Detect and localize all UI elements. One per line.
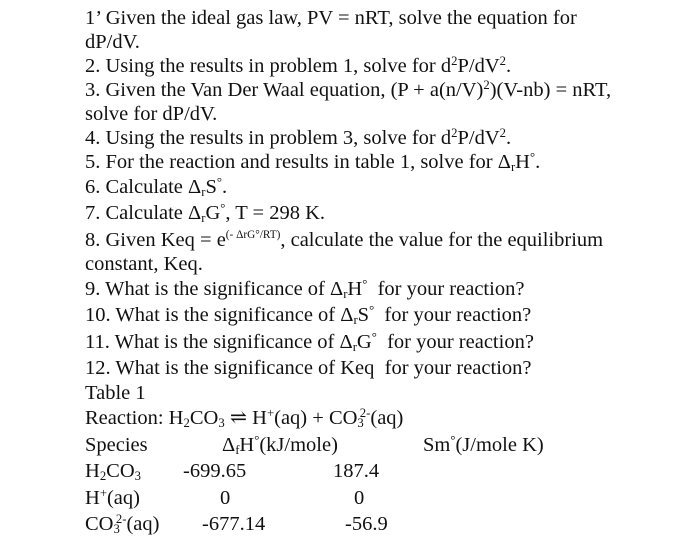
problem-3-line-1: 3. Given the Van Der Waal equation, $(P + a(n/V)^2)(V-nb)$ = nRT, xyxy=(85,78,612,101)
problem-5: 5. For the reaction and results in table 1, solve for $\Delta_rH^\circ$. xyxy=(85,150,541,174)
problem-11: 11. What is the significance of $\Delta_rG^\circ$ for your reaction? xyxy=(85,330,534,354)
entropy-cell: 0 xyxy=(354,487,365,509)
species-cell: H+(aq) xyxy=(85,486,140,509)
problem-1-line-1: 1’ Given the ideal gas law, PV = nRT, solve the equation for xyxy=(85,7,577,29)
problem-10: 10. What is the significance of $\Delta_rS^\circ$ for your reaction? xyxy=(85,303,532,327)
problem-4: 4. Using the results in problem 3, solve for $d^2P/dV^2$. xyxy=(85,126,512,149)
header-species: Species xyxy=(85,434,148,456)
species-cell: $H_2CO_3$ xyxy=(85,460,142,483)
problem-8-line-2: constant, Keq. xyxy=(85,253,203,275)
problem-2: 2. Using the results in problem 1, solve for $d^2P/dV^2$. xyxy=(85,54,512,77)
entropy-cell: 187.4 xyxy=(333,460,380,482)
entropy-cell: -56.9 xyxy=(345,513,388,535)
header-enthalpy: $\Delta_fH^\circ(kJ/mole)$ xyxy=(222,433,338,457)
enthalpy-cell: -677.14 xyxy=(202,513,266,535)
problem-7: 7. Calculate $\Delta_rG^\circ$, T = 298 K. xyxy=(85,201,326,225)
species-cell: $CO_3^{2-}(aq)$ xyxy=(85,512,160,536)
problem-9: 9. What is the significance of $\Delta_rH^\circ$ for your reaction? xyxy=(85,277,525,301)
enthalpy-cell: -699.65 xyxy=(183,460,247,482)
problem-12: 12. What is the significance of Keq for your reaction? xyxy=(85,357,532,379)
enthalpy-cell: 0 xyxy=(220,487,231,509)
problem-6: 6. Calculate $\Delta_rS^\circ$. xyxy=(85,175,228,199)
equilibrium-arrow: ⇌ xyxy=(224,407,253,429)
problem-1-line-2: dP/dV. xyxy=(85,31,140,53)
problem-3-line-2: solve for dP/dV. xyxy=(85,103,218,125)
reaction-equation: Reaction: $H_2CO_3$ ⇌ $H^+(aq) + CO_3^{2-}(aq)$ xyxy=(85,406,404,430)
problem-8-line-1: 8. Given Keq = $e^{(- \Delta rG^\circ/RT)}$, calculate the value for the equilibrium xyxy=(85,228,604,251)
table-title: Table 1 xyxy=(85,382,146,404)
header-entropy: Sm°(J/mole K) xyxy=(423,433,544,456)
